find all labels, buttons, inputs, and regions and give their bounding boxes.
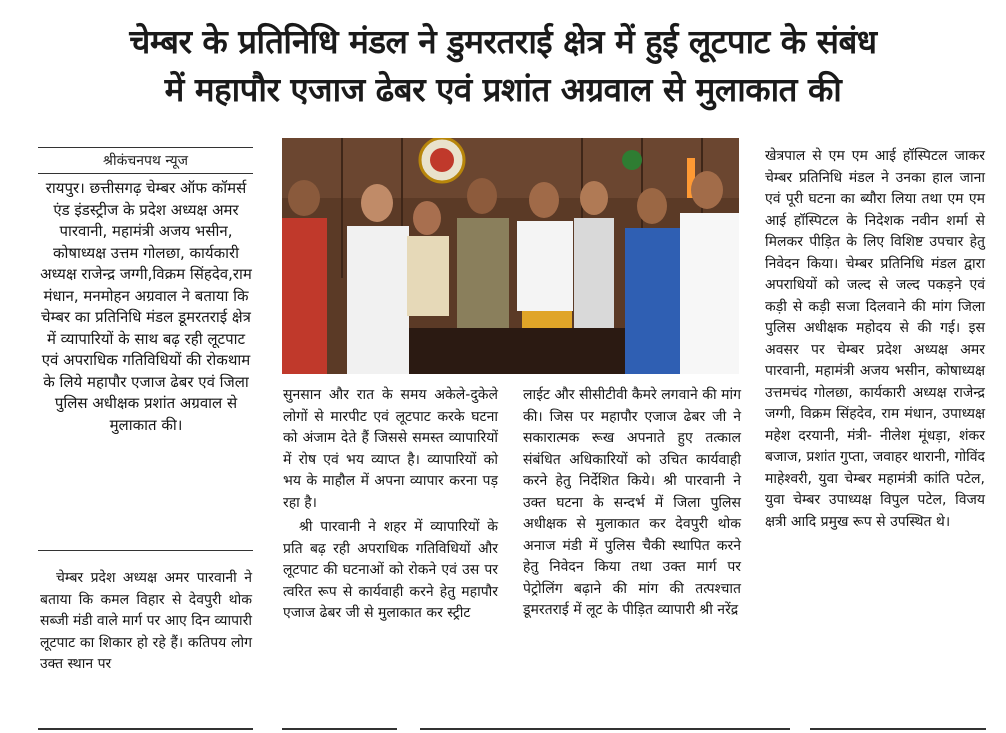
column-3 [523, 385, 741, 622]
headline [20, 18, 986, 114]
bottom-rule-1 [38, 728, 253, 730]
column-divider [38, 550, 253, 551]
bottom-rule-4 [810, 728, 986, 730]
byline: श्रीकंचनपथ न्यूज [38, 147, 253, 174]
column-1-text: चेम्बर प्रदेश अध्यक्ष अमर पारवानी ने बताया कि कमल विहार से देवपुरी थोक सब्जी मंडी वाले मार्ग पर आए दिन व्यापारी लूटपाट का शिकार हो रहे हैं। कतिपय लोग उक्त स्थान पर [40, 570, 252, 672]
column-3-text: लाईट और सीसीटीवी कैमरे लगवाने की मांग की। जिस पर महापौर एजाज ढेबर जी ने सकारात्मक रूख अपनाते हुए तत्काल संबंधित अधिकारियों को उचित कार्यवाही करने हेतु निर्देशित किये। श्री पारवानी ने उक्त घटना के सन्दर्भ में जिला पुलिस अधीक्षक से मुलाकात कर देवपुरी थोक अनाज मंडी में पुलिस चैकी स्थापित करने हेतु निवेदन किया तथा उक्त मार्ग पर पेट्रोलिंग बढ़ाने की मांग की तत्पश्चात डूमरतराई में लूट के पीड़ित व्यापारी श्री नरेंद्र [523, 387, 741, 618]
column-1 [40, 568, 252, 676]
headline-line-1: चेम्बर के प्रतिनिधि मंडल ने डुमरतराई क्षेत्र में हुई लूटपाट के संबंध [129, 22, 877, 61]
column-4-text: खेत्रपाल से एम एम आई हॉस्पिटल जाकर चेम्बर प्रतिनिधि मंडल ने उनका हाल जाना एवं पूरी घटना का ब्यौरा लिया तथा एम एम आई हॉस्पिटल के निदेशक नवीन शर्मा से मिलकर पीड़ित के लिए विशिष्ट उपचार हेतु निवेदन किया। चेम्बर प्रतिनिधि मंडल द्वारा अपराधियों को जल्द से जल्द पकड़ने एवं कड़ी से कड़ी सजा दिलवाने की मांग जिला पुलिस अधीक्षक महोदय से की गई। इस अवसर पर चेम्बर प्रदेश अध्यक्ष अमर पारवानी, महामंत्री अजय भसीन, कोषाध्यक्ष उत्तमचंद गोलछा, कार्यकारी अध्यक्ष राजेन्द्र जग्गी, विक्रम सिंहदेव, राम मंधान, उपाध्यक्ष महेश दरयानी, मंत्री- नीलेश मूंधड़ा, शंकर बजाज, प्रशांत गुप्ता, जवाहर थारानी, गोविंद माहेश्वरी, युवा चेम्बर महामंत्री कांति पटेल, युवा चेम्बर उपाध्यक्ष विपुल पटेल, विजय क्षत्री आदि प्रमुख रूप से उपस्थित थे। [765, 148, 985, 530]
column-2-paragraph-1: सुनसान और रात के समय अकेले-दुकेले लोगों से मारपीट एवं लूटपाट करके घटना को अंजाम देते हैं जिससे समस्त व्यापारियों में रोष एवं भय व्याप्त है। व्यापारियों को भय के माहौल में अपना व्यापार करना पड़ रहा है। [283, 387, 498, 511]
headline-line-2: में महापौर एजाज ढेबर एवं प्रशांत अग्रवाल से मुलाकात की [164, 70, 842, 109]
column-4 [765, 146, 985, 533]
intro-paragraph: रायपुर। छत्तीसगढ़ चेम्बर ऑफ कॉमर्स एंड इंडस्ट्रीज के प्रदेश अध्यक्ष अमर पारवानी, महामंत्री अजय भसीन, कोषाध्यक्ष उत्तम गोलछा, कार्यकारी अध्यक्ष राजेन्द्र जग्गी,विक्रम सिंहदेव,राम मंधान, मनमोहन अग्रवाल ने बताया कि चेम्बर का प्रतिनिधि मंडल डूमरतराई क्षेत्र में व्यापारियों के साथ बढ़ रही लूटपाट एवं अपराधिक गतिविधियों की रोकथाम के लिये महापौर एजाज ढेबर एवं जिला पुलिस अधीक्षक प्रशांत अग्रवाल से मुलाकात की। [40, 179, 252, 434]
bottom-rule-2 [282, 728, 397, 730]
column-2-paragraph-2: श्री पारवानी ने शहर में व्यापारियों के प्रति बढ़ रही अपराधिक गतिविधियों और लूटपाट की घटनाओं को रोकने एवं उस पर त्वरित रूप से कार्यवाही करने हेतु महापौर एजाज ढेबर जी से मुलाकात कर स्ट्रीट [283, 519, 498, 621]
news-photo [282, 138, 739, 374]
group-photo-illustration [282, 138, 739, 374]
bottom-rule-3 [420, 728, 790, 730]
column-2 [283, 385, 498, 625]
